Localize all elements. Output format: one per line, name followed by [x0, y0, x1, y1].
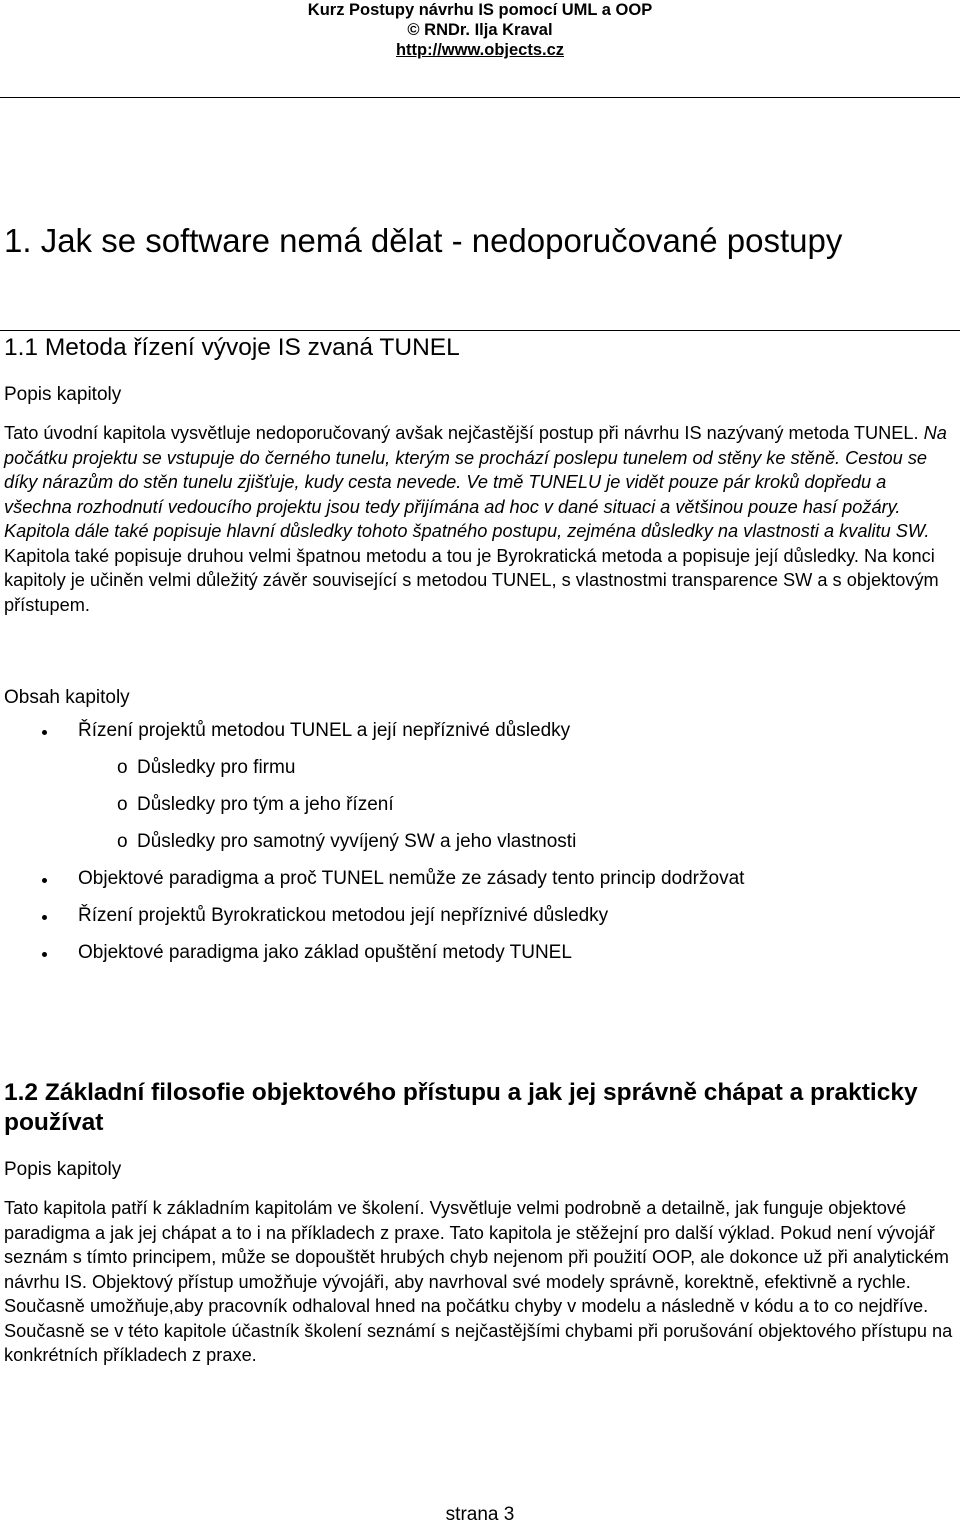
- paragraph-segment: Tato kapitola patří k základním kapitolám ve školení. Vysvětluje velmi podrobně a detailně, jak funguje objektové paradigma a jak jej chápat a to i na příkladech z praxe. Tato kapitola je stěžejní pro další výklad. Pokud není vývojář seznám s tímto principem, může se dopouštět hrubých chyb nejenom při použití OOP, ale dokonce už při analytickém návrhu IS. Objektový přístup umožňuje vývojáři, aby navrhoval své modely správně, korektně, efektivně a rychle. Současně umožňuje,aby pracovník odhaloval hned na počátku chyby v modelu a následně v kódu a to co nejdříve. Současně se v této kapitole účastník školení seznámí s nejčastějšími chybami při porušování objektového přístupu na konkrétních příkladech z praxe.: [4, 1198, 953, 1365]
- page-header: [0, 0, 960, 60]
- contents-subitem: [0, 793, 960, 817]
- contents-item-label: Řízení projektů metodou TUNEL a její nepříznivé důsledky: [78, 720, 571, 741]
- paragraph-segment: Kapitola dále také popisuje hlavní důsledky tohoto špatného postupu, zejména důsledky na vlastnosti a kvalitu SW.: [4, 521, 930, 541]
- contents-subitem: [0, 830, 960, 854]
- paragraph-segment: Tato úvodní kapitola vysvětluje nedoporučovaný avšak nejčastější postup při návrhu IS nazývaný metoda TUNEL.: [4, 423, 924, 443]
- sub-bullet-icon: o: [117, 794, 128, 815]
- contents-item-label: Řízení projektů Byrokratickou metodou její nepříznivé důsledky: [78, 905, 609, 926]
- section1-description-text: [4, 421, 956, 617]
- bullet-icon: [42, 730, 47, 735]
- sub-bullet-icon: o: [117, 757, 128, 778]
- contents-item-label: Důsledky pro tým a jeho řízení: [137, 794, 394, 815]
- section2-description-text: [4, 1196, 956, 1368]
- section1-description-heading: Popis kapitoly: [4, 384, 122, 405]
- contents-item: [0, 867, 960, 891]
- bullet-icon: [42, 878, 47, 883]
- sub-bullet-icon: o: [117, 831, 128, 852]
- section-divider: [0, 330, 960, 331]
- section1-contents-list: [0, 719, 960, 978]
- website-link[interactable]: http://www.objects.cz: [395, 41, 565, 59]
- course-title: Kurz Postupy návrhu IS pomocí UML a OOP: [307, 1, 653, 19]
- contents-item-label: Objektové paradigma a proč TUNEL nemůže ze zásady tento princip dodržovat: [78, 868, 745, 889]
- page-number: strana 3: [445, 1504, 515, 1525]
- contents-item: [0, 904, 960, 928]
- bullet-icon: [42, 915, 47, 920]
- header-divider: [0, 97, 960, 98]
- contents-subitem: [0, 756, 960, 780]
- contents-item-label: Důsledky pro firmu: [137, 757, 296, 778]
- paragraph-segment: Na konci kapitoly je učiněn velmi důležitý závěr související s metodou TUNEL, s vlastnostmi transparence SW a s objektovým přístupem.: [4, 545, 939, 615]
- paragraph-segment: Na počátku projektu se vstupuje do černého tunelu, kterým se prochází poslepu tunelem od stěny ke stěně. Cestou se díky nárazům do stěn tunelu zjišťuje, kudy cesta nevede. Ve tmě TUNELU je vidět pouze pár kroků dopředu a všechna rozhodnutí vedoucího projektu jsou tedy přijímána ad hoc v dané situaci a většinou pouze hasí požáry.: [4, 423, 947, 517]
- contents-item: [0, 941, 960, 965]
- section2-description-heading: Popis kapitoly: [4, 1159, 122, 1180]
- section1-title: 1.1 Metoda řízení vývoje IS zvaná TUNEL: [4, 334, 460, 361]
- author-copyright: © RNDr. Ilja Kraval: [407, 21, 553, 39]
- contents-item: [0, 719, 960, 743]
- section1-contents-heading: Obsah kapitoly: [4, 687, 130, 708]
- bullet-icon: [42, 952, 47, 957]
- section2-title: 1.2 Základní filosofie objektového přístupu a jak jej správně chápat a prakticky používat: [4, 1079, 918, 1136]
- chapter-title: 1. Jak se software nemá dělat - nedoporučované postupy: [4, 222, 843, 259]
- contents-item-label: Důsledky pro samotný vyvíjený SW a jeho vlastnosti: [137, 831, 577, 852]
- contents-item-label: Objektové paradigma jako základ opuštění metody TUNEL: [78, 942, 572, 963]
- paragraph-segment: Kapitola také popisuje druhou velmi špatnou metodu a tou je Byrokratická metoda a popisuje její důsledky.: [4, 545, 865, 566]
